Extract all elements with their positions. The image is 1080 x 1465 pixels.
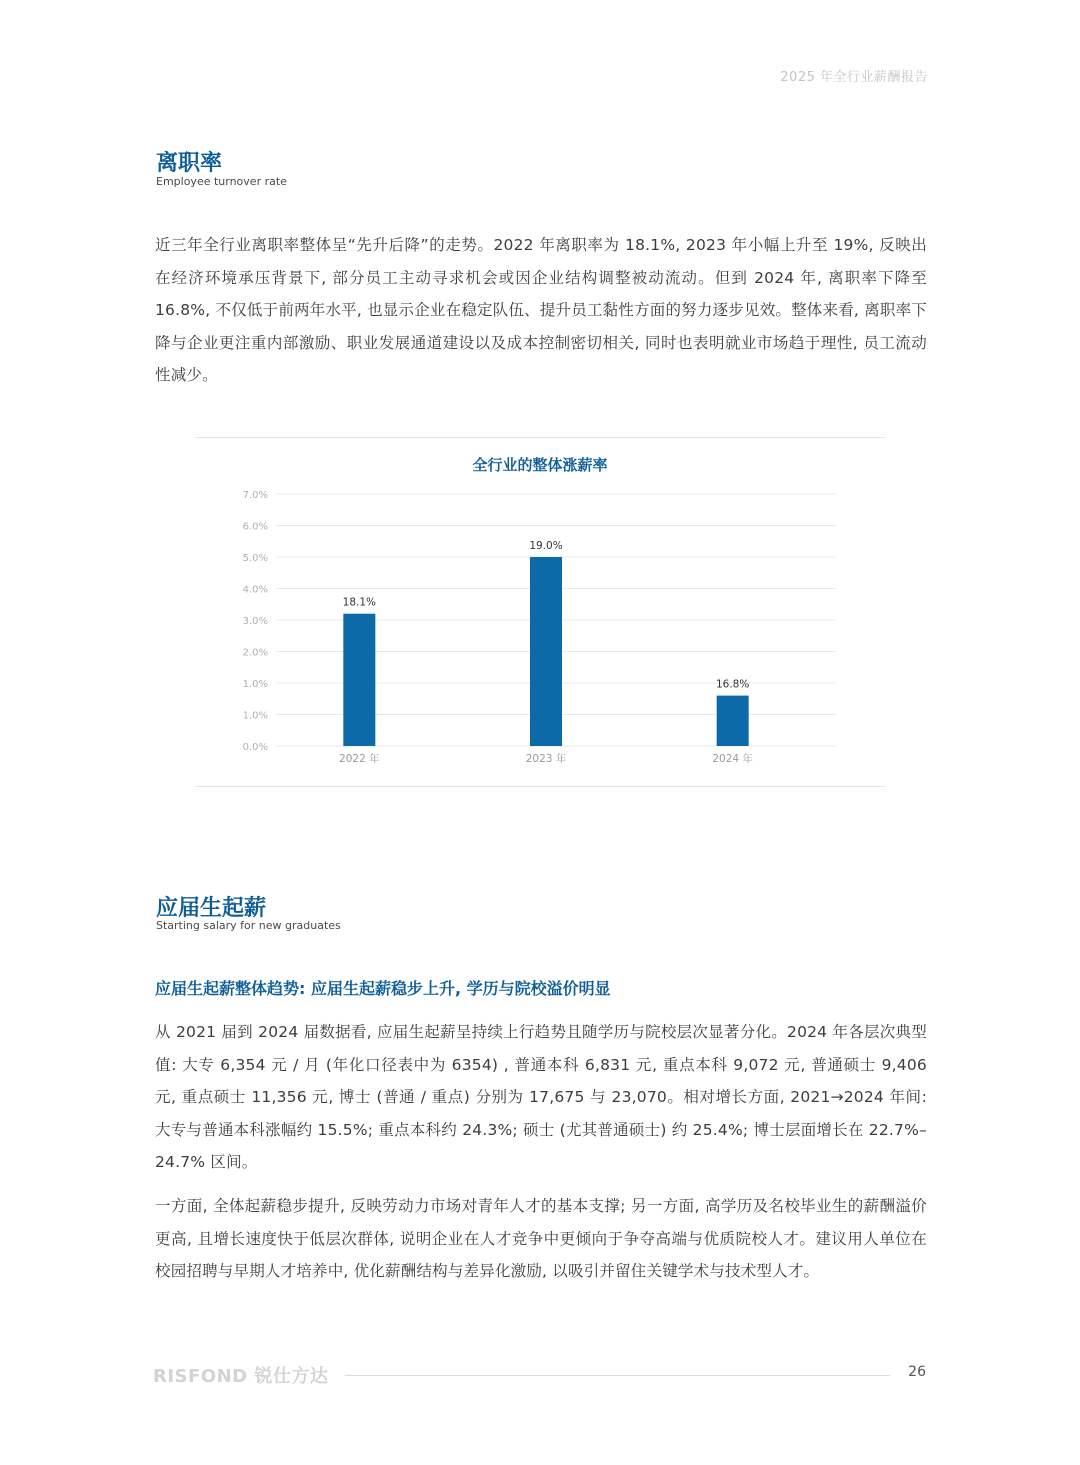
data-label: 18.1% [342, 596, 377, 609]
y-tick-label: 4.0% [242, 584, 268, 596]
data-label: 16.8% [715, 678, 750, 691]
bar [343, 614, 375, 746]
graduates-paragraph-1: 从 2021 届到 2024 届数据看, 应届生起薪呈持续上行趋势且随学历与院校层次显著分化。2024 年各层次典型值: 大专 6,354 元 / 月 (年化口径表中为 6354) , 普通本科 6,831 元, 重点本科 9,072 元, 普通硕士 9,406 元, 重点硕士 11,356 元, 博士 (普通 / 重点) 分别为 17,675 与 23,070。相对增长方面, 2021→2024 年间: 大专与普通本科涨幅约 15.5%; 重点本科约 24.3%; 硕士 (尤其普通硕士) 约 25.4%; 博士层面增长在 22.7%–24.7% 区间。 [155, 1023, 927, 1171]
report-header-title: 2025 年全行业薪酬报告 [780, 70, 928, 85]
footer-divider [345, 1375, 890, 1376]
footer-logo: RISFOND 锐仕方达 [153, 1366, 329, 1387]
data-label: 19.0% [529, 540, 563, 552]
turnover-chart [196, 437, 885, 787]
turnover-paragraph: 近三年全行业离职率整体呈“先升后降”的走势。2022 年离职率为 18.1%, 2023 年小幅上升至 19%, 反映出在经济环境承压背景下, 部分员工主动寻求机会或因企业结构调整被动流动。但到 2024 年, 离职率下降至 16.8%, 不仅低于前两年水平, 也显示企业在稳定队伍、提升员工黏性方面的努力逐步见效。整体来看, 离职率下降与企业更注重内部激励、职业发展通道建设以及成本控制密切相关, 同时也表明就业市场趋于理性, 员工流动性减少。 [155, 236, 927, 384]
y-tick-label: 5.0% [242, 553, 268, 564]
y-tick-label: 6.0% [242, 521, 268, 533]
bar-chart-svg [196, 437, 885, 787]
y-tick-label: 0.0% [242, 742, 268, 753]
bar [717, 696, 749, 746]
section-subtitle-graduates: Starting salary for new graduates [156, 919, 341, 932]
y-tick-label: 3.0% [242, 616, 268, 627]
y-tick-label: 1.0% [242, 710, 268, 722]
y-tick-label: 1.0% [242, 679, 268, 690]
x-tick-label: 2023 年 [525, 753, 567, 765]
section-subtitle-turnover: Employee turnover rate [156, 175, 287, 188]
chart-labels [243, 490, 754, 765]
y-tick-label: 2.0% [242, 647, 268, 659]
bar [530, 557, 562, 746]
y-tick-label: 7.0% [242, 490, 268, 501]
chart-title: 全行业的整体涨薪率 [472, 456, 608, 474]
graduates-subheading: 应届生起薪整体趋势: 应届生起薪稳步上升, 学历与院校溢价明显 [155, 979, 611, 998]
graduates-paragraph-2: 一方面, 全体起薪稳步提升, 反映劳动力市场对青年人才的基本支撑; 另一方面, 高学历及名校毕业生的薪酬溢价更高, 且增长速度快于低层次群体, 说明企业在人才竞争中更倾向于争夺高端与优质院校人才。建议用人单位在校园招聘与早期人才培养中, 优化薪酬结构与差异化激励, 以吸引并留住关键学术与技术型人才。 [155, 1197, 927, 1280]
section-title-graduates: 应届生起薪 [156, 896, 267, 921]
page-number: 26 [908, 1364, 926, 1380]
x-tick-label: 2024 年 [712, 753, 753, 765]
x-tick-label: 2022 年 [339, 753, 380, 765]
section-title-turnover: 离职率 [156, 151, 223, 176]
